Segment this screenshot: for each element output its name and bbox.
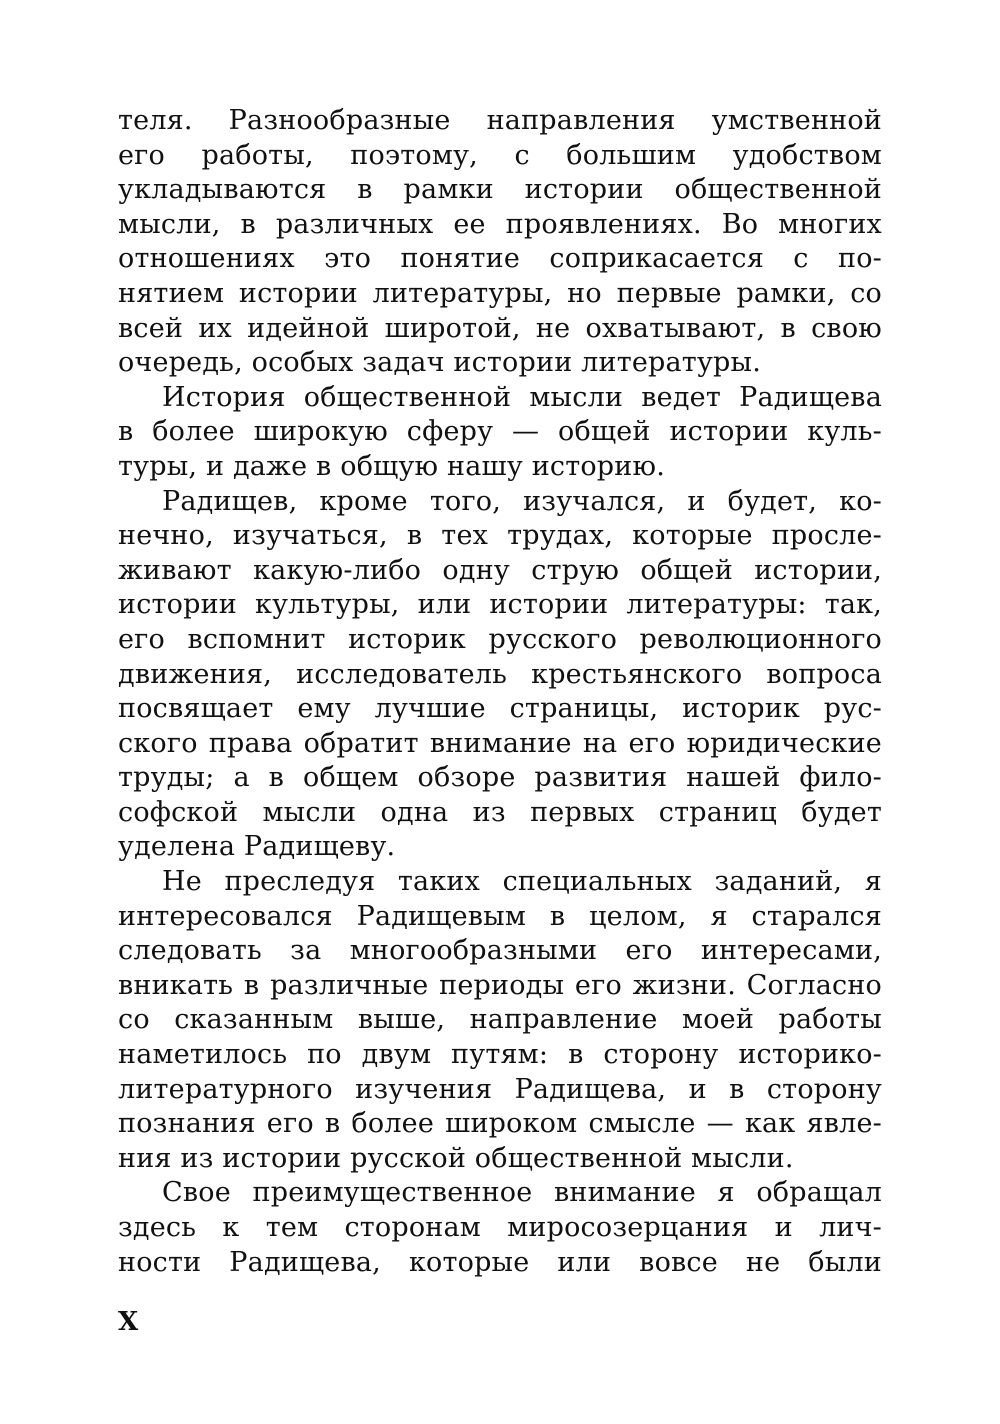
text-line: всей их идейной широтой, не охватывают, в свою: [118, 312, 882, 344]
paragraph-3: [118, 485, 882, 866]
text-line: отношениях это понятие соприкасается с по-: [118, 243, 882, 275]
text-line: наметилось по двум путям: в сторону историко-: [118, 1039, 882, 1071]
text-line: ского права обратит внимание на его юридические: [118, 727, 882, 759]
text-line: нечно, изучаться, в тех трудах, которые просле-: [118, 520, 882, 552]
text-line: интересовался Радищевым в целом, я старался: [118, 900, 882, 932]
text-line: следовать за многообразными его интересами,: [118, 935, 882, 967]
text-line: его вспомнит историк русского революционного: [118, 623, 882, 655]
text-line: очередь, особых задач истории литературы.: [118, 347, 761, 379]
text-line: его работы, поэтому, с большим удобством: [118, 139, 882, 171]
text-line: укладываются в рамки истории общественной: [118, 174, 882, 206]
text-line: ния из истории русской общественной мысли.: [118, 1142, 794, 1174]
text-line: ности Радищева, которые или вовсе не были: [118, 1246, 882, 1278]
page-number: X: [118, 1307, 139, 1337]
text-line: туры, и даже в общую нашу историю.: [118, 450, 665, 482]
text-line: Свое преимущественное внимание я обращал: [162, 1177, 882, 1209]
body-text: [118, 104, 882, 1280]
paragraph-1: [118, 104, 882, 381]
text-line: нятием истории литературы, но первые рамки, со: [118, 277, 882, 309]
text-line: со сказанным выше, направление моей работы: [118, 1004, 882, 1036]
text-line: софской мысли одна из первых страниц будет: [118, 796, 882, 828]
text-line: познания его в более широком смысле — как явле-: [118, 1108, 882, 1140]
text-line: движения, исследователь крестьянского вопроса: [118, 658, 882, 690]
text-line: уделена Радищеву.: [118, 831, 396, 863]
paragraph-2: [118, 381, 882, 485]
text-line: вникать в различные периоды его жизни. Согласно: [118, 969, 882, 1001]
text-line: живают какую-либо одну струю общей истории,: [118, 554, 882, 586]
text-line: мысли, в различных ее проявлениях. Во многих: [118, 208, 882, 240]
text-line: посвящает ему лучшие страницы, историк рус-: [118, 693, 882, 725]
text-line: в более широкую сферу — общей истории куль-: [118, 416, 882, 448]
text-line: Не преследуя таких специальных заданий, я: [162, 866, 882, 898]
text-line: теля. Разнообразные направления умственной: [118, 105, 882, 136]
paragraph-4: [118, 865, 882, 1176]
text-line: здесь к тем сторонам миросозерцания и лич-: [118, 1212, 882, 1243]
text-line: История общественной мысли ведет Радищева: [162, 381, 882, 413]
text-line: литературного изучения Радищева, и в сторону: [118, 1073, 882, 1105]
paragraph-5: [118, 1176, 882, 1280]
text-line: труды; а в общем обзоре развития нашей фило-: [118, 762, 882, 794]
text-line: Радищев, кроме того, изучался, и будет, ко-: [162, 485, 882, 517]
text-line: истории культуры, или истории литературы: так,: [118, 589, 882, 621]
